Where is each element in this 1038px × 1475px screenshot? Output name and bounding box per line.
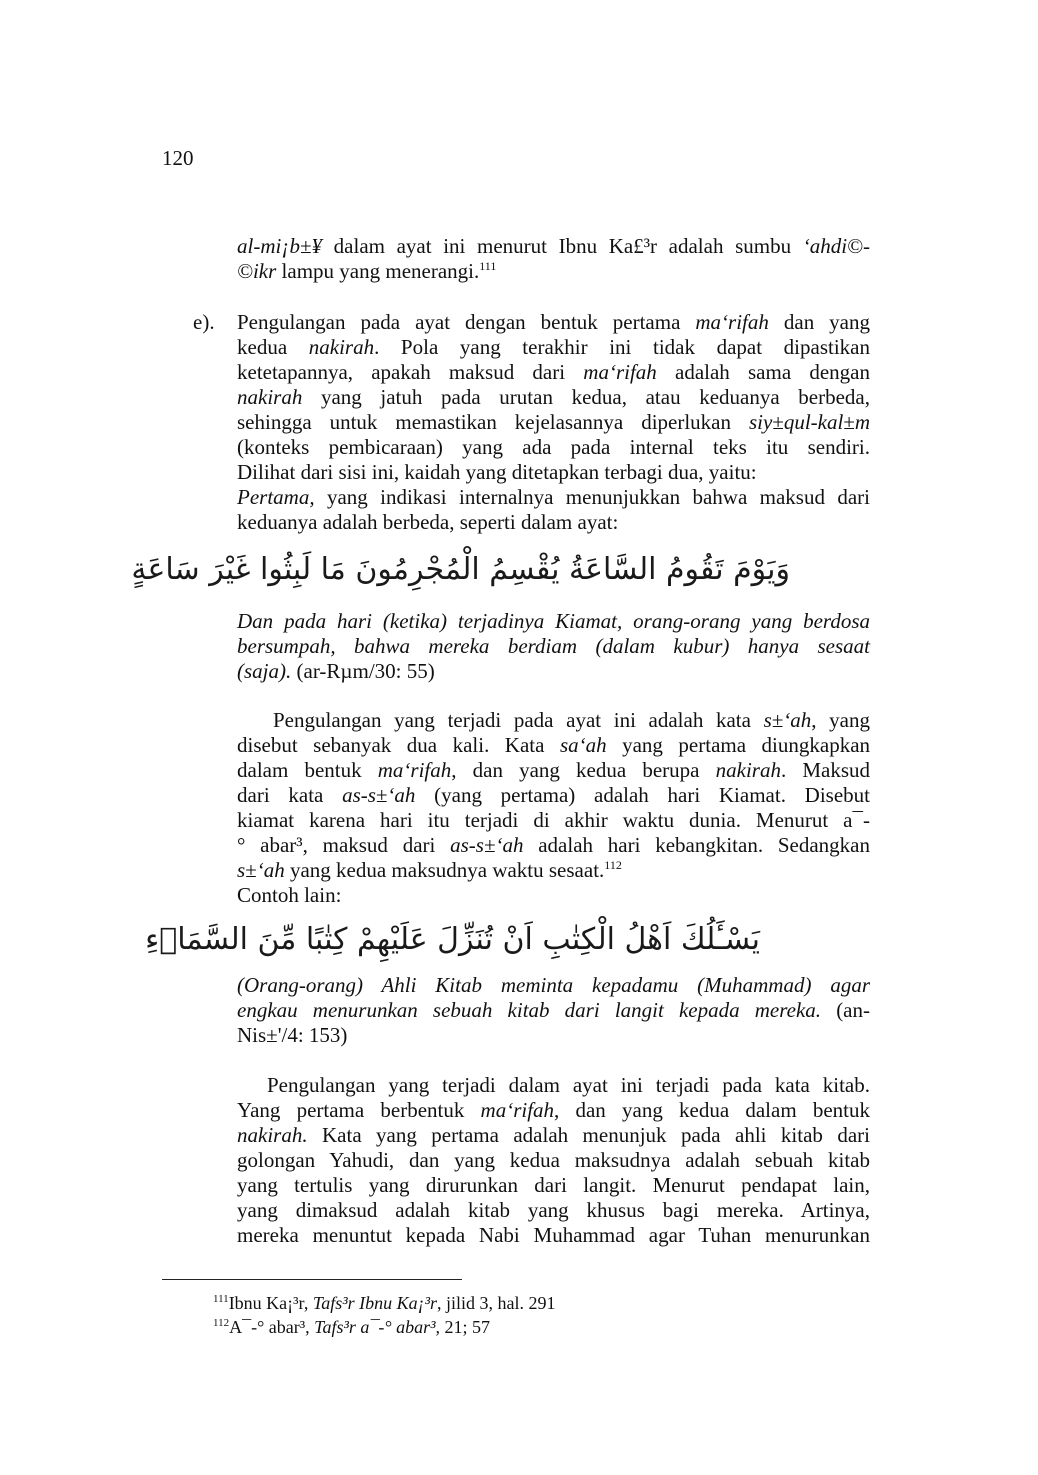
text: , jilid 3, hal. 291: [437, 1293, 556, 1313]
text: lampu yang menerangi.: [276, 259, 480, 283]
paragraph-intro: [237, 234, 870, 284]
term: nakirah: [308, 335, 375, 359]
term: siy±qul-kal±m: [748, 410, 870, 434]
footnote-112: [213, 1316, 490, 1338]
translation-line: engkau menurunkan sebuah kitab dari langit kepada mereka.: [237, 998, 822, 1022]
text: dari kata: [237, 783, 343, 807]
text: disebut sebanyak dua kali. Kata: [237, 733, 560, 757]
text-line: Pengulangan yang terjadi dalam ayat ini terjadi pada kata kitab.: [267, 1073, 870, 1097]
term: s±‘ah: [237, 858, 285, 882]
term: as-s±‘ah: [342, 783, 416, 807]
arabic-verse-ar-rum-55: وَيَوْمَ تَقُومُ السَّاعَةُ يُقْسِمُ الْمُجْرِمُونَ مَا لَبِثُوا غَيْرَ سَاعَةٍ: [131, 552, 790, 587]
verse-reference: (an-: [821, 998, 870, 1022]
text: ketetapannya, apakah maksud dari: [237, 360, 584, 384]
footnote-number: 111: [213, 1293, 229, 1305]
text-line: mereka menuntut kepada Nabi Muhammad agar Tuhan menurunkan: [237, 1223, 870, 1247]
text: Yang pertama berbentuk: [237, 1098, 481, 1122]
text: , dan yang kedua dalam bentuk: [554, 1098, 870, 1122]
term: ma‘rifah: [377, 758, 452, 782]
term: nakirah: [715, 758, 781, 782]
text-line: (konteks pembicaraan) yang ada pada internal teks itu sendiri.: [237, 435, 870, 459]
footnote-ref-112[interactable]: 112: [604, 858, 622, 872]
text-line: golongan Yahudi, dan yang kedua maksudnya adalah sebuah kitab: [237, 1148, 870, 1172]
text: A¯-° abar³,: [229, 1317, 315, 1337]
text-line: keduanya adalah berbeda, seperti dalam ayat:: [237, 510, 619, 534]
translation-line: (Orang-orang) Ahli Kitab meminta kepadamu (Muhammad) agar: [237, 973, 870, 997]
footnote-111: [213, 1292, 556, 1314]
footnote-separator: [162, 1279, 462, 1280]
text: dalam bentuk: [237, 758, 378, 782]
arabic-verse-an-nisa-153: يَسْـَٔلُكَ اَهْلُ الْكِتٰبِ اَنْ تُنَزِّلَ عَلَيْهِمْ كِتٰبًا مِّنَ السَّمَاۤءِ: [145, 922, 760, 957]
translation-line: Dan pada hari (ketika) terjadinya Kiamat, orang-orang yang berdosa: [237, 609, 870, 633]
text: Pengulangan yang terjadi pada ayat ini adalah kata: [273, 708, 764, 732]
book-title: Tafs³r a¯-° abar³,: [314, 1317, 441, 1337]
paragraph-item-e: [237, 310, 870, 535]
text: (yang pertama) adalah hari Kiamat. Disebut: [415, 783, 870, 807]
footnote-ref-111[interactable]: 111: [479, 259, 497, 273]
verse-reference: Nis±'/4: 153): [237, 1023, 348, 1047]
term-ahdi: ‘ahdi©-: [802, 234, 870, 258]
translation-line: bersumpah, bahwa mereka berdiam (dalam kubur) hanya sesaat: [237, 634, 870, 658]
term: ma‘rifah: [695, 310, 769, 334]
term: as-s±‘ah: [450, 833, 524, 857]
term: Pertama,: [237, 485, 315, 509]
term: nakirah.: [237, 1123, 308, 1147]
text: , dan yang kedua berupa: [451, 758, 716, 782]
text-line: kiamat karena hari itu terjadi di akhir waktu dunia. Menurut a¯-: [237, 808, 870, 832]
paragraph-explanation-2: [237, 1073, 870, 1248]
term: s±‘ah: [763, 708, 812, 732]
text: 21; 57: [440, 1317, 491, 1337]
text: . Pola yang terakhir ini tidak dapat dipastikan: [374, 335, 870, 359]
text: dan yang: [768, 310, 870, 334]
term: nakirah: [237, 385, 303, 409]
text: sehingga untuk memastikan kejelasannya diperlukan: [237, 410, 749, 434]
text: yang pertama diungkapkan: [606, 733, 871, 757]
text-line: yang tertulis yang dirurunkan dari langit. Menurut pendapat lain,: [237, 1173, 870, 1197]
text: Ibnu Ka¡³r,: [228, 1293, 313, 1313]
verse-translation-1: [237, 609, 870, 684]
text: adalah hari kebangkitan. Sedangkan: [523, 833, 870, 857]
term: ma‘rifah: [583, 360, 657, 384]
page-number: 120: [162, 146, 194, 170]
text: yang jatuh pada urutan kedua, atau keduanya berbeda,: [302, 385, 870, 409]
paragraph-explanation-1: [237, 708, 870, 908]
text: yang indikasi internalnya menunjukkan bahwa maksud dari: [314, 485, 870, 509]
translation-line: (saja).: [237, 659, 292, 683]
text: adalah sama dengan: [656, 360, 870, 384]
text: . Maksud: [780, 758, 871, 782]
text: kedua: [237, 335, 309, 359]
text: Kata yang pertama adalah menunjuk pada ahli kitab dari: [307, 1123, 870, 1147]
term-dzikr: ©ikr: [237, 259, 277, 283]
term: ma‘rifah: [480, 1098, 555, 1122]
verse-reference: (ar-Rµm/30: 55): [291, 659, 435, 683]
text-line: Dilihat dari sisi ini, kaidah yang ditetapkan terbagi dua, yaitu:: [237, 460, 757, 484]
book-title: Tafs³r Ibnu Ka¡³r: [312, 1293, 438, 1313]
term-al-misbah: al-mi¡b±¥: [237, 234, 323, 258]
verse-translation-2: [237, 973, 870, 1048]
footnote-number: 112: [213, 1317, 230, 1329]
text: Pengulangan pada ayat dengan bentuk pertama: [237, 310, 696, 334]
text: ° abar³, maksud dari: [237, 833, 451, 857]
list-label-e: e).: [193, 310, 215, 334]
text-line: Contoh lain:: [237, 883, 342, 907]
term: sa‘ah: [559, 733, 607, 757]
text: yang kedua maksudnya waktu sesaat.: [284, 858, 605, 882]
text: dalam ayat ini menurut Ibnu Ka£³r adalah sumbu: [322, 234, 803, 258]
text: , yang: [811, 708, 870, 732]
text-line: yang dimaksud adalah kitab yang khusus bagi mereka. Artinya,: [237, 1198, 870, 1222]
